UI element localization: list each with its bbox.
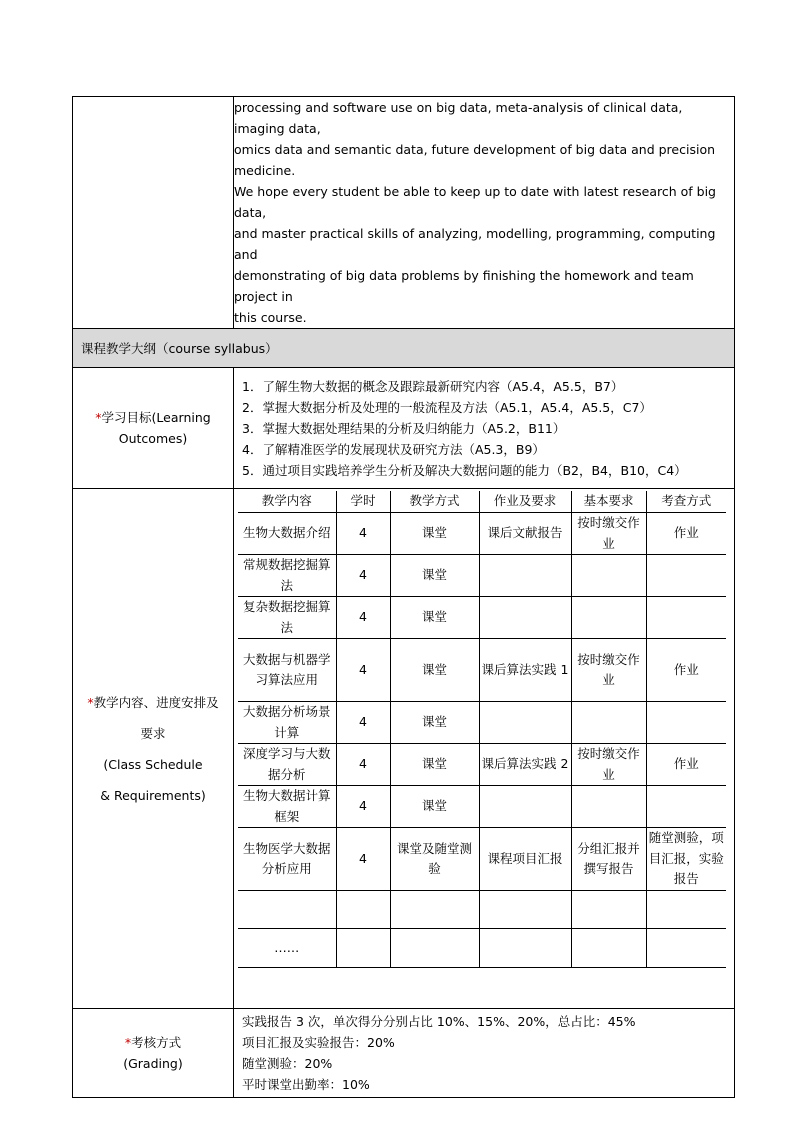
cell-hours: 4: [336, 597, 390, 639]
cell-basic-req: [571, 702, 646, 744]
cell-homework: [479, 555, 571, 597]
outcome-item: 2．掌握大数据分析及处理的一般流程及方法（A5.1，A5.4，A5.5，C7）: [242, 400, 652, 415]
cell-assessment: [646, 555, 726, 597]
cell-hours: 4: [336, 786, 390, 828]
cell-assessment: [646, 786, 726, 828]
table-row: [238, 929, 726, 968]
table-row: [238, 786, 726, 828]
cell-content: 生物大数据介绍: [238, 513, 336, 555]
cell-basic-req: 按时缴交作业: [571, 639, 646, 702]
table-row: [238, 555, 726, 597]
cell-content: 生物大数据计算框架: [238, 786, 336, 828]
outcome-item: 3．掌握大数据处理结果的分析及归纳能力（A5.2，B11）: [242, 421, 566, 436]
schedule-cell: [234, 489, 735, 1009]
required-star: *: [124, 1035, 132, 1050]
schedule-label: [73, 489, 234, 1009]
schedule-row: [73, 489, 735, 1009]
table-row: [238, 891, 726, 929]
grading-item: 实践报告 3 次，单次得分分别占比 10%、15%、20%，总占比：45%: [242, 1014, 636, 1029]
cell-hours: [336, 891, 390, 929]
grading-label-line1: 考核方式: [131, 1035, 182, 1050]
intro-row: [73, 97, 735, 329]
cell-homework: [479, 929, 571, 968]
outcomes-list: [234, 368, 735, 489]
cell-homework: 课后文献报告: [479, 513, 571, 555]
required-star: *: [87, 694, 94, 710]
intro-line: this course.: [234, 310, 307, 325]
table-row: [238, 702, 726, 744]
cell-basic-req: 按时缴交作业: [571, 513, 646, 555]
cell-assessment: [646, 597, 726, 639]
cell-basic-req: [571, 786, 646, 828]
schedule-table: [238, 491, 726, 968]
cell-basic-req: [571, 891, 646, 929]
cell-content: 常规数据挖掘算法: [238, 555, 336, 597]
cell-method: 课堂: [390, 597, 479, 639]
intro-line: demonstrating of big data problems by finishing the homework and team project in: [234, 268, 694, 304]
cell-basic-req: [571, 597, 646, 639]
required-star: *: [95, 410, 102, 425]
cell-basic-req: 按时缴交作业: [571, 744, 646, 786]
cell-assessment: [646, 702, 726, 744]
cell-method: [390, 929, 479, 968]
intro-line: medicine.: [234, 163, 296, 178]
cell-homework: 课程项目汇报: [479, 828, 571, 891]
cell-method: 课堂: [390, 702, 479, 744]
intro-line: We hope every student be able to keep up to date with latest research of big data,: [234, 184, 716, 220]
cell-content: 深度学习与大数据分析: [238, 744, 336, 786]
table-row: [238, 597, 726, 639]
schedule-label-line3: (Class Schedule: [103, 756, 203, 772]
grading-item: 项目汇报及实验报告：20%: [242, 1035, 395, 1050]
table-row: [238, 828, 726, 891]
cell-assessment: 作业: [646, 513, 726, 555]
table-row: [238, 639, 726, 702]
cell-assessment: 随堂测验，项目汇报，实验报告: [646, 828, 726, 891]
cell-hours: 4: [336, 513, 390, 555]
grading-list: [234, 1009, 735, 1098]
outcome-item: 5．通过项目实践培养学生分析及解决大数据问题的能力（B2，B4，B10，C4）: [242, 463, 687, 478]
col-header-basic-req: 基本要求: [571, 491, 646, 513]
syllabus-header: 课程教学大纲（course syllabus）: [73, 329, 735, 368]
cell-homework: [479, 786, 571, 828]
cell-hours: 4: [336, 639, 390, 702]
course-table: [72, 96, 735, 1098]
outcomes-label-line2: Outcomes): [118, 431, 188, 446]
cell-method: 课堂: [390, 555, 479, 597]
outcomes-label: [73, 368, 234, 489]
outcomes-label-line1: 学习目标(Learning: [101, 410, 211, 425]
intro-line: and master practical skills of analyzing, modelling, programming, computing and: [234, 226, 716, 262]
cell-basic-req: [571, 555, 646, 597]
cell-content: 大数据分析场景计算: [238, 702, 336, 744]
cell-method: [390, 891, 479, 929]
col-header-method: 教学方式: [390, 491, 479, 513]
cell-hours: 4: [336, 828, 390, 891]
grading-row: [73, 1009, 735, 1098]
cell-content: ……: [238, 929, 336, 968]
cell-homework: [479, 597, 571, 639]
cell-content: [238, 891, 336, 929]
outcome-item: 1．了解生物大数据的概念及跟踪最新研究内容（A5.4，A5.5，B7）: [242, 379, 624, 394]
cell-content: 大数据与机器学习算法应用: [238, 639, 336, 702]
outcome-item: 4．了解精准医学的发展现状及研究方法（A5.3，B9）: [242, 442, 545, 457]
cell-hours: 4: [336, 744, 390, 786]
table-row: [238, 744, 726, 786]
cell-method: 课堂: [390, 639, 479, 702]
cell-homework: [479, 702, 571, 744]
cell-hours: 4: [336, 555, 390, 597]
col-header-homework: 作业及要求: [479, 491, 571, 513]
cell-method: 课堂: [390, 786, 479, 828]
grading-label-line2: (Grading): [123, 1056, 183, 1071]
col-header-content: 教学内容: [238, 491, 336, 513]
cell-method: 课堂及随堂测验: [390, 828, 479, 891]
outcomes-row: [73, 368, 735, 489]
grading-label: [73, 1009, 234, 1098]
cell-basic-req: [571, 929, 646, 968]
cell-assessment: [646, 891, 726, 929]
cell-homework: 课后算法实践 1: [479, 639, 571, 702]
cell-assessment: [646, 929, 726, 968]
cell-content: 复杂数据挖掘算法: [238, 597, 336, 639]
cell-method: 课堂: [390, 744, 479, 786]
intro-label-cell: [73, 97, 234, 329]
table-row: [238, 513, 726, 555]
intro-text: [234, 97, 735, 329]
schedule-label-line2: 要求: [140, 725, 166, 741]
grading-item: 随堂测验：20%: [242, 1056, 333, 1071]
col-header-hours: 学时: [336, 491, 390, 513]
cell-method: 课堂: [390, 513, 479, 555]
schedule-header-row: [238, 491, 726, 513]
cell-homework: 课后算法实践 2: [479, 744, 571, 786]
cell-assessment: 作业: [646, 744, 726, 786]
schedule-label-line1: 教学内容、进度安排及: [93, 694, 219, 710]
grading-item: 平时课堂出勤率：10%: [242, 1077, 370, 1092]
cell-basic-req: 分组汇报并撰写报告: [571, 828, 646, 891]
cell-assessment: 作业: [646, 639, 726, 702]
cell-hours: 4: [336, 702, 390, 744]
cell-content: 生物医学大数据分析应用: [238, 828, 336, 891]
intro-line: omics data and semantic data, future development of big data and precision: [234, 142, 716, 157]
cell-homework: [479, 891, 571, 929]
syllabus-header-row: [73, 329, 735, 368]
col-header-assessment: 考查方式: [646, 491, 726, 513]
cell-hours: [336, 929, 390, 968]
schedule-label-line4: & Requirements): [100, 787, 206, 803]
intro-line: processing and software use on big data, meta-analysis of clinical data, imaging data,: [234, 100, 683, 136]
